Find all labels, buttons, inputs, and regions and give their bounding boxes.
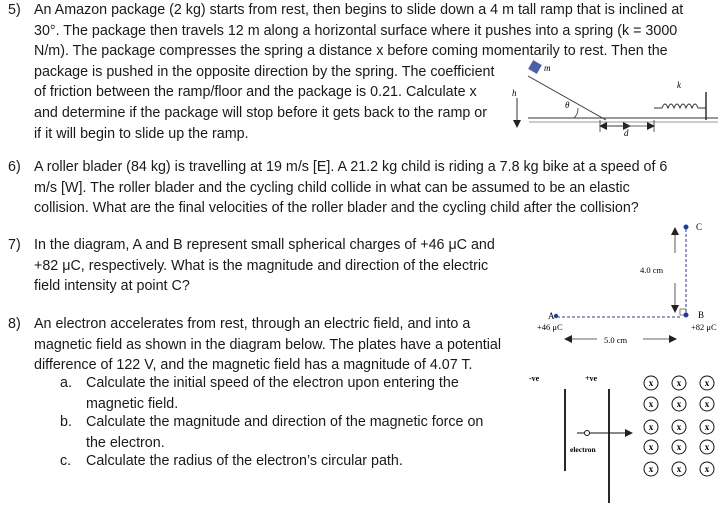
- question-line: 30°. The package then travels 12 m along a horizontal surface where it pushes into a spring (k = 3000: [34, 22, 678, 39]
- height-label: h: [512, 88, 517, 98]
- field-symbol-label: x: [676, 422, 682, 432]
- question-line: An electron accelerates from rest, through an electric field, and into a: [34, 316, 471, 332]
- charge-diagram: [537, 222, 717, 345]
- distance-label: d: [624, 128, 629, 138]
- field-symbol-label: x: [704, 464, 710, 474]
- charge-b-value: +82 μC: [691, 322, 717, 332]
- part-label: b.: [60, 414, 72, 430]
- electron-dot: [585, 431, 590, 436]
- angle-arc: [574, 108, 578, 118]
- package-block: [528, 60, 542, 74]
- question-number: 5): [8, 2, 21, 18]
- field-symbol-label: x: [704, 378, 710, 388]
- question-line: A roller blader (84 kg) is travelling at 19 m/s [E]. A 21.2 kg child is riding a 7.8 kg bike at a speed of 6: [34, 159, 668, 175]
- question-line: In the diagram, A and B represent small spherical charges of +46 μC and: [34, 237, 495, 253]
- part-line: Calculate the initial speed of the electron upon entering the: [86, 375, 459, 391]
- mass-label: m: [544, 63, 551, 73]
- spring-label: k: [677, 80, 681, 90]
- charge-b-label: B: [698, 310, 705, 320]
- positive-plate-label: +ve: [585, 374, 598, 383]
- part-line: Calculate the magnitude and direction of the magnetic force on: [86, 414, 484, 430]
- magnetic-field-grid: [644, 376, 714, 476]
- electron-label: electron: [570, 445, 596, 454]
- field-symbol-label: x: [676, 399, 682, 409]
- ramp-diagram: [512, 60, 718, 138]
- field-symbol-label: x: [704, 442, 710, 452]
- field-symbol-label: x: [704, 399, 710, 409]
- part-line: magnetic field.: [86, 395, 179, 412]
- question-number: 7): [8, 237, 21, 253]
- question-line: An Amazon package (2 kg) starts from rest, then begins to slide down a 4 m tall ramp that is inclined at: [34, 2, 684, 18]
- question-line: if it will begin to slide up the ramp.: [34, 125, 249, 142]
- field-symbol-label: x: [676, 464, 682, 474]
- part-line: the electron.: [86, 434, 165, 451]
- angle-label: θ: [565, 100, 570, 110]
- field-symbol-label: x: [648, 464, 654, 474]
- spring-coil: [662, 104, 698, 108]
- question-line: N/m). The package compresses the spring a distance x before coming momentarily to rest. Then the: [34, 43, 668, 60]
- point-c-dot: [684, 225, 689, 230]
- question-line: of friction between the ramp/floor and the package is 0.21. Calculate x: [34, 84, 477, 101]
- field-symbol-label: x: [704, 422, 710, 432]
- field-symbol-label: x: [676, 378, 682, 388]
- question-line: +82 μC, respectively. What is the magnitude and direction of the electric: [34, 257, 489, 274]
- question-line: collision. What are the final velocities of the roller blader and the cycling child after the collision?: [34, 200, 639, 217]
- ramp-incline: [528, 76, 606, 120]
- question-number: 6): [8, 159, 21, 175]
- question-line: field intensity at point C?: [34, 278, 190, 295]
- charge-a-label: A: [548, 311, 555, 321]
- field-symbol-label: x: [676, 442, 682, 452]
- field-diagram: [529, 374, 714, 503]
- vertical-distance-label: 4.0 cm: [640, 265, 664, 275]
- question-line: magnetic field as shown in the diagram below. The plates have a potential: [34, 336, 502, 353]
- question-line: difference of 122 V, and the magnetic field has a magnitude of 4.07 T.: [34, 357, 473, 374]
- question-number: 8): [8, 316, 21, 332]
- question-line: package is pushed in the opposite direction by the spring. The coefficient: [34, 63, 495, 80]
- question-line: and determine if the package will stop before it gets back to the ramp or: [34, 104, 487, 121]
- field-symbol-label: x: [648, 422, 654, 432]
- field-symbol-label: x: [648, 399, 654, 409]
- question-line: m/s [W]. The roller blader and the cycling child collide in what can be assumed to be an elastic: [34, 179, 630, 196]
- horizontal-distance-label: 5.0 cm: [604, 335, 628, 345]
- field-symbol-label: x: [648, 378, 654, 388]
- charge-a-value: +46 μC: [537, 322, 563, 332]
- point-c-label: C: [696, 222, 703, 232]
- part-label: a.: [60, 375, 72, 391]
- part-line: Calculate the radius of the electron’s circular path.: [86, 453, 403, 469]
- field-symbol-label: x: [648, 442, 654, 452]
- part-label: c.: [60, 453, 72, 469]
- negative-plate-label: -ve: [529, 374, 540, 383]
